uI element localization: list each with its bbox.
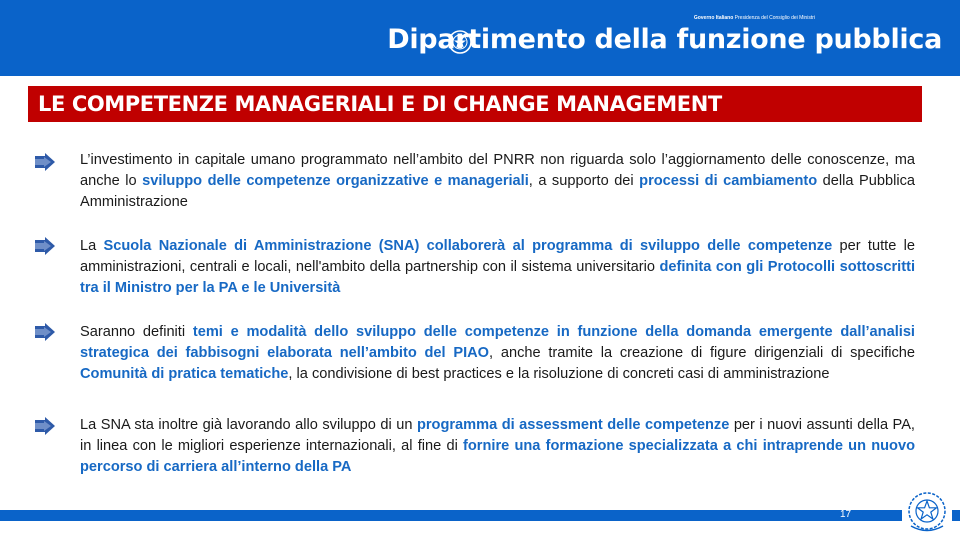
header-subtitle-rest: Presidenza del Consiglio dei Ministri bbox=[733, 15, 815, 21]
bullet-text: per tutte le amministrazioni, centrali e locali, nell'ambito della partnership con il sistema universitario bbox=[80, 238, 915, 275]
bullet-text: L’investimento in capitale umano programmato nell’ambito del PNRR non riguarda solo l’aggiornamento delle conoscenze, ma anche lo bbox=[80, 152, 915, 189]
bullet-text: per i nuovi assunti della PA, in linea con le migliori esperienze internazionali, al fine di bbox=[80, 417, 915, 454]
page-number: 17 bbox=[840, 509, 852, 520]
bullet-highlight: processi di cambiamento bbox=[639, 173, 818, 189]
header-title: Dipartimento della funzione pubblica bbox=[387, 24, 942, 55]
arrow-bullet-icon bbox=[33, 322, 57, 342]
arrow-bullet-icon bbox=[33, 416, 57, 436]
bullet-highlight: Scuola Nazionale di Amministrazione (SNA) collaborerà al programma di sviluppo delle competenze bbox=[103, 238, 833, 254]
bullet-text: Saranno definiti bbox=[80, 324, 193, 340]
arrow-bullet-icon bbox=[33, 236, 57, 256]
bullet-text: La bbox=[80, 238, 104, 254]
bullet-highlight: sviluppo delle competenze organizzative e manageriali bbox=[142, 173, 529, 189]
arrow-bullet-icon bbox=[33, 152, 57, 172]
header-subtitle-bold: Governo Italiano bbox=[693, 15, 734, 21]
bullet-text: della Pubblica Amministrazione bbox=[80, 173, 915, 210]
slide-title-bar bbox=[28, 86, 922, 122]
bullet-highlight: fornire una formazione specializzata a chi intraprende un nuovo percorso di carriera all’interno della PA bbox=[80, 438, 915, 475]
header-bar bbox=[0, 0, 960, 76]
republic-emblem-icon bbox=[902, 488, 952, 536]
bullet-item-2 bbox=[80, 236, 915, 299]
bullet-highlight: definita con gli Protocolli sottoscritti tra il Ministro per la PA e le Università bbox=[80, 259, 916, 296]
bullet-text: La SNA sta inoltre già lavorando allo sviluppo di un bbox=[80, 417, 417, 433]
bullet-text: , la condivisione di best practices e la risoluzione di concreti casi di amministrazione bbox=[288, 366, 830, 382]
bullet-highlight: temi e modalità dello sviluppo delle competenze in funzione della domanda emergente dall’analisi strategica dei fabbisogni elaborata nell’ambito del PIAO bbox=[80, 324, 915, 361]
header-subtitle bbox=[694, 15, 815, 21]
slide-title: LE COMPETENZE MANAGERIALI E DI CHANGE MANAGEMENT bbox=[38, 92, 722, 116]
bullet-highlight: programma di assessment delle competenze bbox=[416, 417, 730, 433]
bullet-highlight: Comunità di pratica tematiche bbox=[80, 366, 289, 382]
bullet-item-3 bbox=[80, 322, 915, 385]
bullet-text: , a supporto dei bbox=[528, 173, 640, 189]
footer-bar bbox=[0, 510, 960, 521]
bullet-text: , anche tramite la creazione di figure dirigenziali di specifiche bbox=[489, 345, 915, 361]
bullet-item-4 bbox=[80, 415, 915, 478]
bullet-item-1 bbox=[80, 150, 915, 213]
